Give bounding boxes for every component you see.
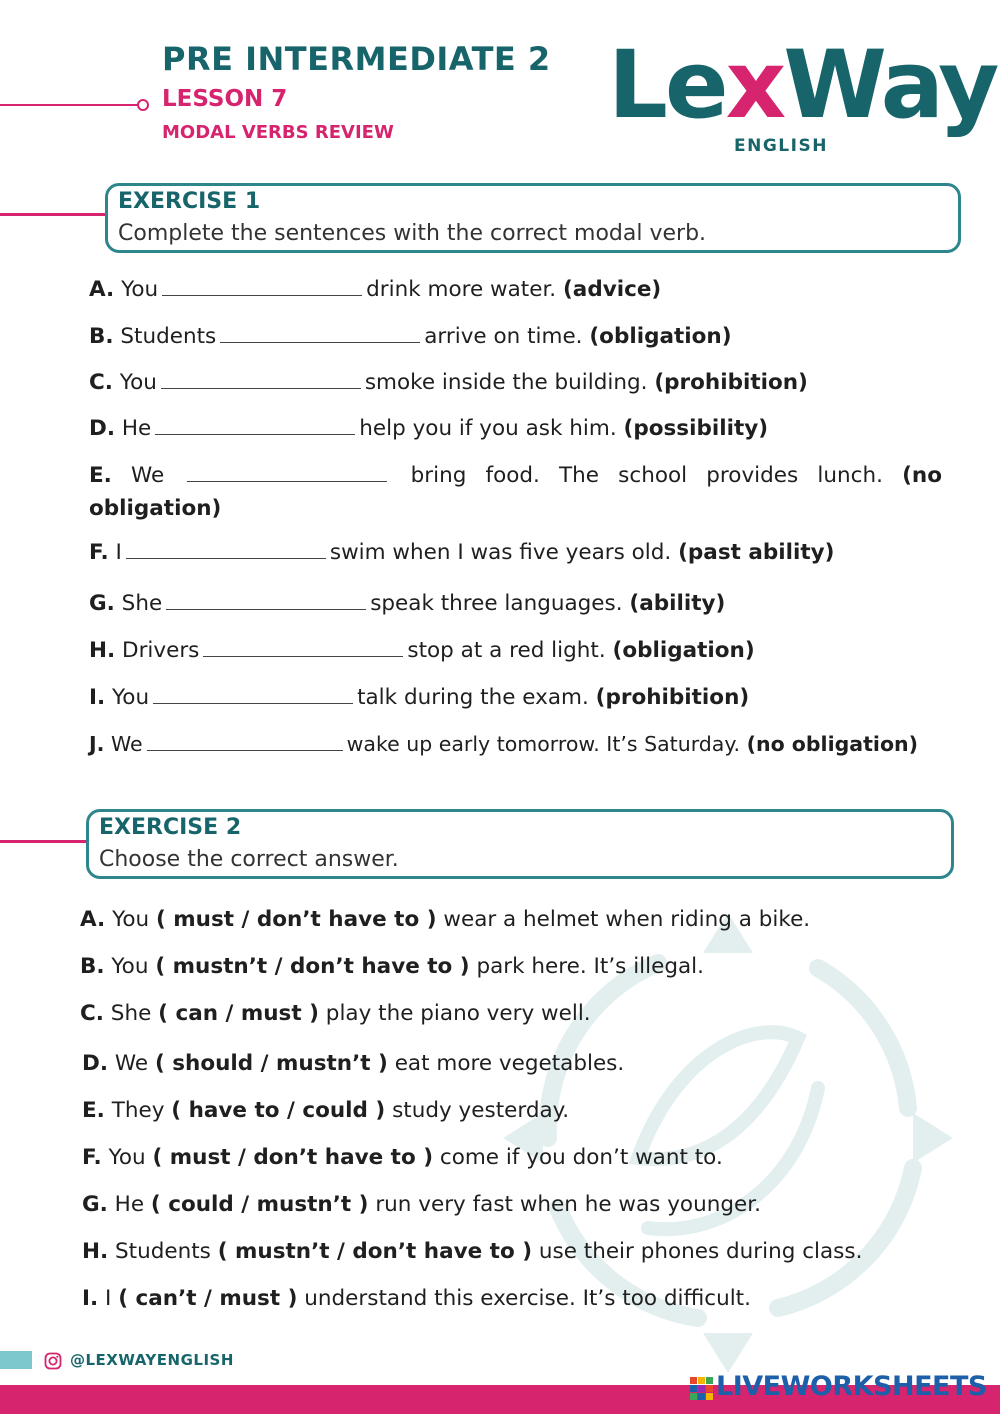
exercise1-item: C. You smoke inside the building. (prohibition) [89,370,808,395]
answer-choice[interactable]: ( mustn’t / don’t have to ) [217,1239,533,1264]
answer-blank[interactable] [203,636,403,657]
answer-blank[interactable] [162,275,362,296]
exercise2-item: B. You ( mustn’t / don’t have to ) park here. It’s illegal. [80,954,704,979]
exercise2-title: EXERCISE 2 [99,815,242,840]
exercise1-item: D. He help you if you ask him. (possibility) [89,416,769,441]
answer-blank[interactable] [153,683,353,704]
exercise2-item: C. She ( can / must ) play the piano very well. [80,1001,591,1026]
answer-choice[interactable]: ( should / mustn’t ) [154,1051,388,1076]
footer-accent [0,1351,32,1369]
exercise1-item: B. Students arrive on time. (obligation) [89,324,732,349]
exercise1-item: F. I swim when I was five years old. (past ability) [89,540,835,565]
exercise2-decor-line [0,840,88,843]
answer-blank[interactable] [166,589,366,610]
exercise2-item: A. You ( must / don’t have to ) wear a helmet when riding a bike. [80,907,811,932]
exercise1-item: A. You drink more water. (advice) [89,277,662,302]
answer-choice[interactable]: ( can’t / must ) [118,1286,298,1311]
exercise1-title: EXERCISE 1 [118,189,261,214]
answer-choice[interactable]: ( must / don’t have to ) [155,907,437,932]
logo-subtitle: ENGLISH [734,136,828,156]
course-title: PRE INTERMEDIATE 2 [162,40,551,78]
answer-choice[interactable]: ( have to / could ) [171,1098,386,1123]
answer-choice[interactable]: ( must / don’t have to ) [152,1145,434,1170]
answer-choice[interactable]: ( can / must ) [158,1001,319,1026]
lesson-number: LESSON 7 [162,86,288,112]
header-decor-line [0,104,138,106]
lexway-logo: LexWay ENGLISH [608,31,997,156]
exercise2-item: H. Students ( mustn’t / don’t have to ) use their phones during class. [82,1239,863,1264]
exercise2-item: I. I ( can’t / must ) understand this exercise. It’s too difficult. [82,1286,751,1311]
exercise1-item: G. She speak three languages. (ability) [89,591,726,616]
answer-blank[interactable] [126,538,326,559]
exercise2-item: D. We ( should / mustn’t ) eat more vegetables. [82,1051,625,1076]
answer-blank[interactable] [161,368,361,389]
exercise1-header-box [105,183,961,253]
exercise2-item: G. He ( could / mustn’t ) run very fast when he was younger. [82,1192,761,1217]
liveworksheets-logo-icon [690,1377,714,1401]
answer-choice[interactable]: ( mustn’t / don’t have to ) [155,954,470,979]
instagram-icon [44,1352,62,1370]
exercise2-item: E. They ( have to / could ) study yesterday. [82,1098,570,1123]
exercise2-item: F. You ( must / don’t have to ) come if you don’t want to. [82,1145,723,1170]
exercise1-item: H. Drivers stop at a red light. (obligation) [89,638,755,663]
exercise2-instruction: Choose the correct answer. [99,847,399,872]
exercise1-item: I. You talk during the exam. (prohibition) [89,685,750,710]
header-decor-dot [137,99,149,111]
liveworksheets-brand[interactable]: LIVEWORKSHEETS [716,1371,987,1402]
answer-choice[interactable]: ( could / mustn’t ) [150,1192,369,1217]
exercise1-decor-line [0,213,108,216]
answer-blank[interactable] [155,414,355,435]
exercise1-instruction: Complete the sentences with the correct modal verb. [118,221,707,246]
exercise1-item: J. We wake up early tomorrow. It’s Saturday. (no obligation) [89,732,918,756]
answer-blank[interactable] [187,461,387,482]
answer-blank[interactable] [220,322,420,343]
answer-blank[interactable] [147,730,343,751]
social-handle: @LEXWAYENGLISH [70,1351,234,1369]
lesson-topic: MODAL VERBS REVIEW [162,122,394,143]
exercise2-header-box [86,809,954,879]
exercise1-item: E. We bring food. The school provides lunch. (no obligation) [89,463,942,521]
